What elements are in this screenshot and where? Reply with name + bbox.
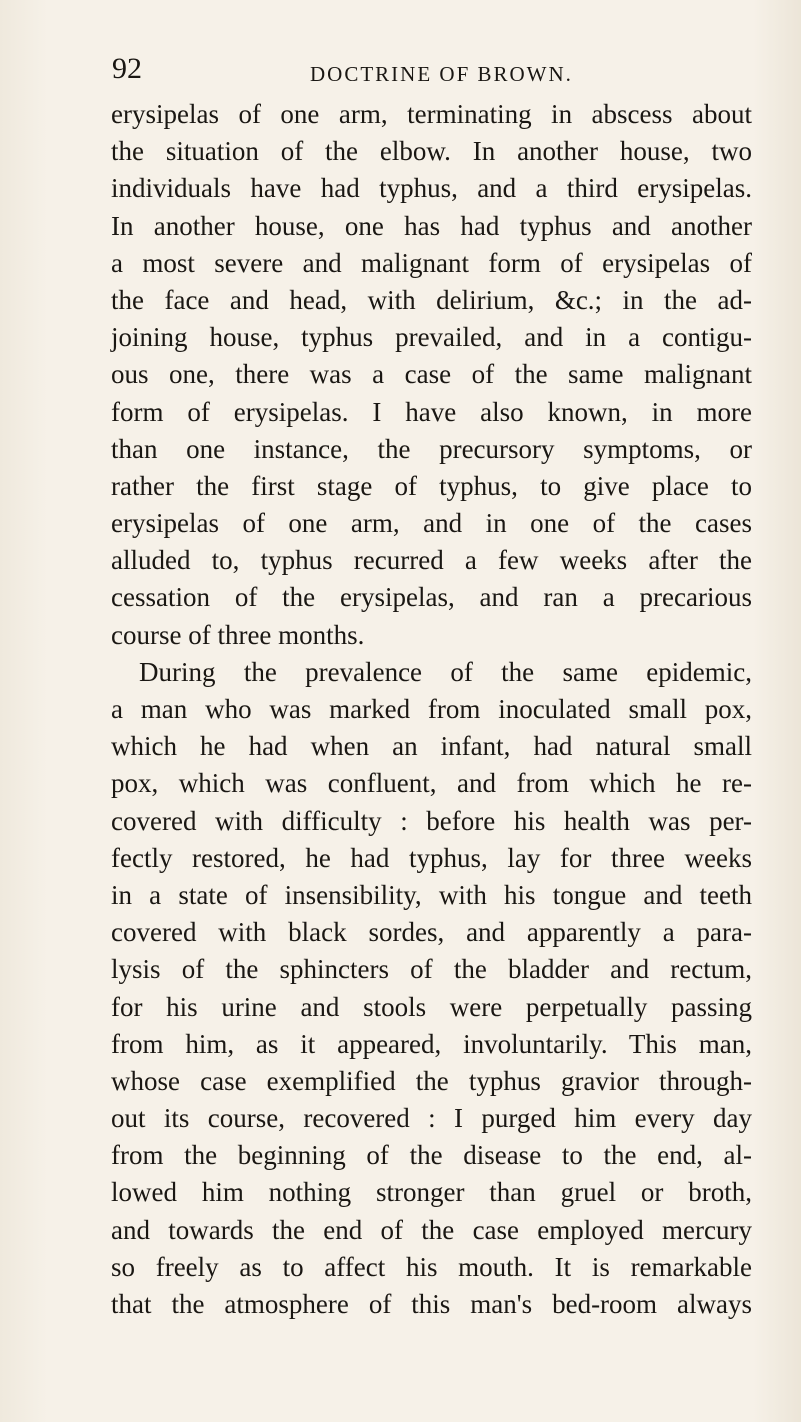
text-line: individuals have had typhus, and a third erysipelas.: [111, 173, 752, 204]
text-line: so freely as to affect his mouth. It is remarkable: [111, 1251, 752, 1282]
text-line: and towards the end of the case employed mercury: [111, 1214, 752, 1245]
page-header: [112, 52, 752, 92]
text-line: a man who was marked from inoculated small pox,: [111, 694, 752, 724]
text-line: that the atmosphere of this man's bed-room always: [111, 1289, 752, 1319]
text-line: the face and head, with delirium, &c.; in the ad-: [111, 284, 752, 315]
text-line: a most severe and malignant form of erysipelas of: [111, 247, 752, 278]
text-line: In another house, one has had typhus and another: [111, 210, 752, 241]
text-line: from him, as it appeared, involuntarily. This man,: [111, 1028, 752, 1059]
text-line: joining house, typhus prevailed, and in a contigu-: [111, 322, 752, 353]
text-line: whose case exemplified the typhus gravior through-: [111, 1065, 752, 1096]
text-line: in a state of insensibility, with his tongue and teeth: [111, 879, 752, 910]
text-line: rather the first stage of typhus, to give place to: [111, 470, 752, 501]
text-line: ous one, there was a case of the same malignant: [111, 359, 752, 390]
body-text: [111, 96, 752, 1323]
text-line: lowed him nothing stronger than gruel or broth,: [111, 1177, 752, 1208]
text-line: out its course, recovered : I purged him every day: [111, 1103, 752, 1134]
text-line: for his urine and stools were perpetually passing: [111, 991, 752, 1022]
text-line: erysipelas of one arm, and in one of the cases: [111, 508, 752, 539]
text-line: which he had when an infant, had natural small: [111, 731, 752, 762]
text-line: covered with difficulty : before his health was per-: [111, 805, 752, 836]
text-line: from the beginning of the disease to the end, al-: [111, 1140, 752, 1171]
text-line: than one instance, the precursory symptoms, or: [111, 433, 752, 464]
text-line: form of erysipelas. I have also known, in more: [111, 396, 752, 427]
text-line: lysis of the sphincters of the bladder and rectum,: [111, 954, 752, 985]
text-line: During the prevalence of the same epidemic,: [139, 656, 752, 687]
text-line: fectly restored, he had typhus, lay for three weeks: [111, 842, 752, 873]
text-line: alluded to, typhus recurred a few weeks after the: [111, 545, 752, 576]
running-head: DOCTRINE OF BROWN.: [310, 62, 573, 86]
text-line: erysipelas of one arm, terminating in abscess about: [111, 99, 752, 129]
text-line: pox, which was confluent, and from which he re-: [111, 768, 752, 799]
text-line: cessation of the erysipelas, and ran a precarious: [111, 582, 752, 613]
text-line: covered with black sordes, and apparently a para-: [111, 917, 752, 948]
text-line: the situation of the elbow. In another house, two: [111, 136, 752, 167]
page-number: 92: [112, 52, 142, 85]
text-line: course of three months.: [111, 619, 365, 650]
